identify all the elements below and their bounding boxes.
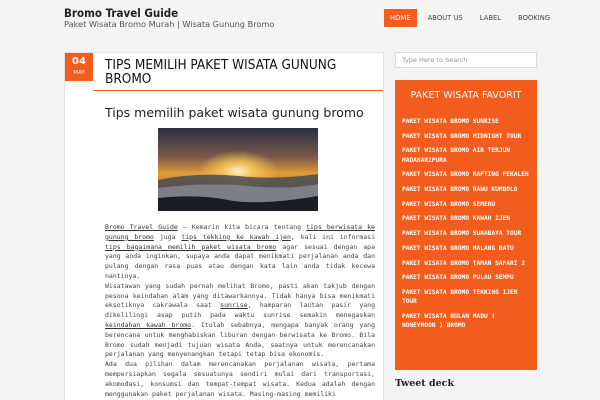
search-input[interactable]: Type Here to Search bbox=[395, 52, 537, 68]
date-day: 04 bbox=[72, 56, 86, 67]
title-divider bbox=[93, 90, 384, 91]
nav-item-label[interactable]: LABEL bbox=[479, 14, 502, 22]
package-link[interactable]: PAKET WISATA BROMO TEKKING IJEN TOUR bbox=[402, 288, 518, 306]
link-tips-berwisata[interactable]: tips berwisata ke gunung bromo bbox=[105, 223, 375, 241]
site-header bbox=[0, 0, 600, 44]
nav-item-home[interactable]: HOME bbox=[384, 9, 417, 27]
tweet-deck-heading: Tweet deck bbox=[395, 378, 455, 389]
text-segment: agar sesuai dengan apa yang anda inginkan, supaya anda dapat menikmati perjalanan anda dan pulang dengan rasa puas atau dengan kata lain anda tidak kecewa nantinya. bbox=[105, 242, 375, 280]
nav-item-about-us[interactable]: ABOUT US bbox=[427, 14, 463, 22]
text-segment: . Itulah sebabnya, mengapa banyak orang yang berencana untuk menghabiskan liburan dengan berwisata ke Bromo. Bila Bromo sudah menjadi tujuan wisata Anda, saatnya untuk merencanakan perjalanan yang menyenangkan tetapi tetap bisa ekonomis. bbox=[105, 320, 375, 359]
package-link[interactable]: PAKET WISATA BROMO SURABAYA TOUR bbox=[402, 230, 522, 238]
package-link[interactable]: PAKET WISATA BROMO TAMAN SAFARI 2 bbox=[402, 259, 525, 267]
post-title[interactable]: TIPS MEMILIH PAKET WISATA GUNUNG BROMO bbox=[105, 57, 337, 87]
link-keindahan-kawah[interactable]: keindahan kawah bromo bbox=[105, 320, 192, 329]
post-subtitle: Tips memilih paket wisata gunung bromo bbox=[105, 105, 364, 120]
text-segment: – Kemarin kita bicara tentang bbox=[177, 223, 307, 231]
sidebar bbox=[395, 52, 537, 389]
site-description: Paket Wisata Bromo Murah | Wisata Gunung Bromo bbox=[64, 19, 275, 29]
package-link[interactable]: PAKET WISATA BROMO MALANG BATU bbox=[402, 244, 514, 252]
package-link[interactable]: PAKET WISATA BROMO RANU KUMBOLO bbox=[402, 186, 518, 194]
package-link[interactable]: PAKET WISATA BROMO SUNRISE bbox=[402, 118, 499, 125]
date-month: MAY bbox=[73, 70, 85, 76]
widget-title: PAKET WISATA FAVORIT bbox=[410, 90, 522, 101]
date-badge bbox=[65, 53, 93, 81]
main-nav bbox=[384, 9, 561, 27]
post-article bbox=[64, 52, 384, 400]
post-body bbox=[105, 105, 375, 399]
nav-item-booking[interactable]: BOOKING bbox=[518, 14, 551, 22]
package-link[interactable]: PAKET WISATA BROMO MIDNIGHT TOUR bbox=[402, 132, 522, 140]
sunrise-landscape-image bbox=[158, 128, 318, 211]
link-tips-memilih[interactable]: tips bagaimana memilih paket wisata bromo bbox=[105, 242, 277, 251]
text-segment: Wisatawan yang sudah pernah melihat Bromo, pasti akan takjub dengan pesona keindahan alam yang ditawarkannya. Tidak hanya bisa menikmati eksotiknya cakrawala saat bbox=[105, 281, 375, 310]
package-link[interactable]: PAKET WISATA BROMO KAWAH IJEN bbox=[402, 215, 511, 223]
text-segment: juga bbox=[153, 232, 182, 241]
text-segment: , hamparan lautan pasir yang dikelilingi asap putih pada waktu sunrise semakin menegaskan bbox=[105, 301, 376, 320]
package-link[interactable]: PAKET WISATA BULAN MADU ( HONEYMOON ) BROMO bbox=[402, 312, 496, 330]
package-list bbox=[402, 117, 530, 330]
link-sunrise[interactable]: sunrise bbox=[220, 301, 248, 310]
package-link[interactable]: PAKET WISATA BROMO PULAU SEMPU bbox=[402, 274, 514, 282]
favorite-packages-widget bbox=[395, 80, 537, 370]
text-segment: , kali ini informasi bbox=[290, 232, 375, 241]
link-tips-tekking[interactable]: tips tekking ke kawah ijen bbox=[181, 232, 291, 241]
text-segment: Ada dua pilihan dalam merencanakan perjalanan wisata, pertama mempersiapkan segala sesuatunya sendiri mulai dari transportasi, akomodasi, konsumsi dan tempat-tempat wisata. Kedua adalah dengan menggunakan paket perjalanan wisata. Masing-masing memiliki bbox=[105, 360, 375, 398]
package-link[interactable]: PAKET WISATA BROMO SEMERU bbox=[402, 200, 496, 208]
package-link[interactable]: PAKET WISATA BROMO RAFTING PEKALEN bbox=[402, 171, 529, 179]
post-content bbox=[105, 223, 375, 399]
link-bromo-travel-guide[interactable]: Bromo Travel Guide bbox=[105, 223, 178, 231]
site-title[interactable]: Bromo Travel Guide bbox=[64, 6, 179, 20]
package-link[interactable]: PAKET WISATA BROMO AIR TERJUN MADAKARIPURA bbox=[402, 147, 511, 164]
